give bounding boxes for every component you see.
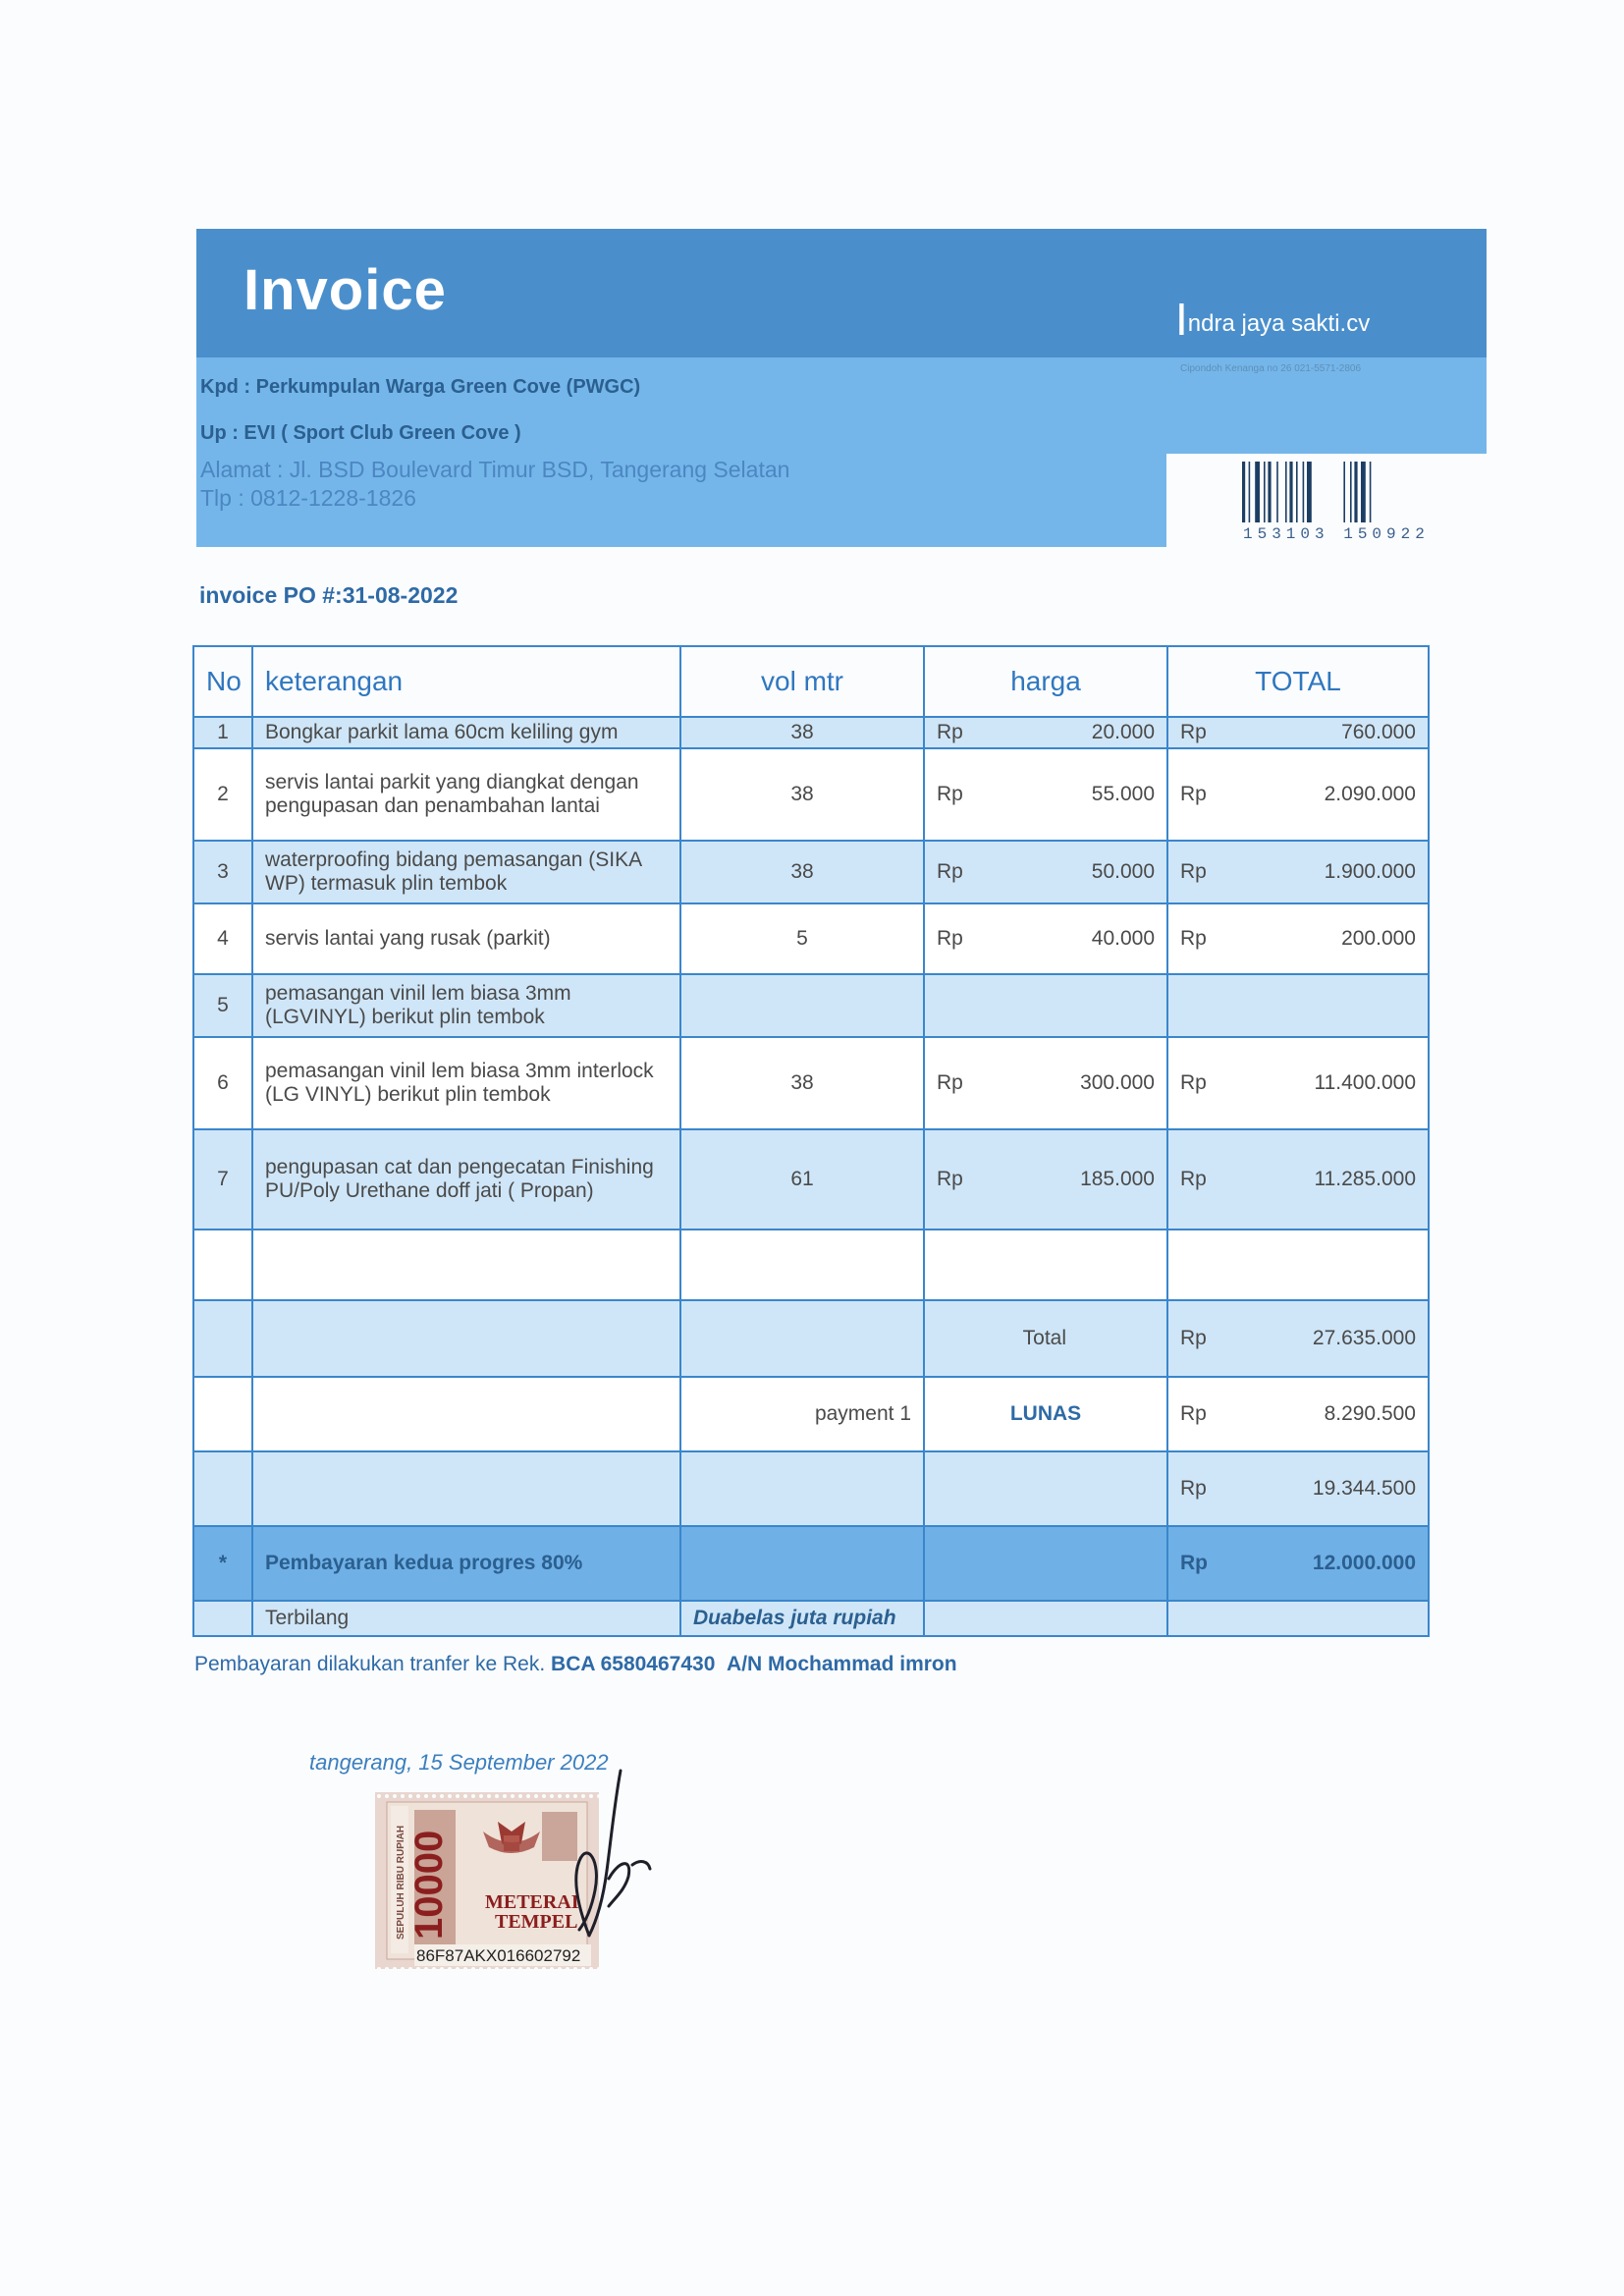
payment-row	[193, 1377, 1429, 1451]
currency-label: Rp	[937, 783, 963, 805]
header-description: keterangan	[252, 646, 680, 717]
currency-label: Rp	[1180, 860, 1207, 883]
total-value: 2.090.000	[1324, 783, 1416, 805]
invoice-title: Invoice	[244, 258, 447, 322]
payment-amount-value: 8.290.500	[1324, 1402, 1416, 1425]
in-words-row	[193, 1601, 1429, 1636]
header-no: No	[193, 646, 252, 717]
table-row	[193, 1037, 1429, 1129]
total-value: 11.285.000	[1314, 1168, 1416, 1190]
table-row	[193, 1129, 1429, 1230]
stamp-value: 10000	[407, 1830, 451, 1940]
invoice-table	[192, 645, 1428, 1637]
payment-status: LUNAS	[924, 1377, 1167, 1451]
currency-label: Rp	[1180, 1477, 1207, 1500]
barcode-bar	[1249, 462, 1251, 522]
currency-label: Rp	[937, 1071, 963, 1094]
barcode-bar	[1264, 462, 1266, 522]
row-total	[1167, 903, 1429, 974]
row-volume: 38	[680, 717, 924, 748]
payment-amount	[1167, 1377, 1429, 1451]
price-value: 20.000	[1091, 721, 1155, 743]
barcode-bar	[1242, 462, 1245, 522]
row-price	[924, 841, 1167, 903]
company-address-phone: Cipondoh Kenanga no 26 021-5571-2806	[1180, 363, 1362, 374]
barcode-bar	[1370, 462, 1372, 522]
row-total	[1167, 1037, 1429, 1129]
row-volume: 38	[680, 748, 924, 841]
company-name	[1175, 293, 1370, 346]
currency-label: Rp	[937, 927, 963, 950]
header-volume: vol mtr	[680, 646, 924, 717]
table-row	[193, 841, 1429, 903]
row-no: 6	[193, 1037, 252, 1129]
price-value: 40.000	[1091, 927, 1155, 950]
row-no: 2	[193, 748, 252, 841]
price-value: 55.000	[1091, 783, 1155, 805]
total-amount	[1167, 1300, 1429, 1377]
company-name-text: ndra jaya sakti.cv	[1187, 310, 1371, 337]
row-no: 7	[193, 1129, 252, 1230]
row-price	[924, 903, 1167, 974]
transfer-note	[194, 1653, 957, 1676]
price-value: 300.000	[1080, 1071, 1155, 1094]
row-total	[1167, 974, 1429, 1037]
row-description: servis lantai parkit yang diangkat dengan pengupasan dan penambahan lantai	[252, 748, 680, 841]
row-price	[924, 717, 1167, 748]
table-row	[193, 903, 1429, 974]
total-label: Total	[924, 1300, 1167, 1377]
row-total	[1167, 717, 1429, 748]
barcode-bar	[1343, 462, 1345, 522]
stamp-side-text: SEPULUH RIBU RUPIAH	[396, 1825, 406, 1940]
currency-label: Rp	[1180, 1327, 1207, 1349]
client-phone: Tlp : 0812-1228-1826	[200, 485, 416, 511]
stamp-serial: 86F87AKX016602792	[416, 1946, 581, 1965]
account-holder: A/N Mochammad imron	[727, 1653, 957, 1675]
total-value: 11.400.000	[1314, 1071, 1416, 1094]
row-description: pemasangan vinil lem biasa 3mm (LGVINYL) berikut plin tembok	[252, 974, 680, 1037]
row-description: servis lantai yang rusak (parkit)	[252, 903, 680, 974]
remaining-amount-value: 19.344.500	[1312, 1477, 1416, 1500]
recipient: Kpd : Perkumpulan Warga Green Cove (PWGC)	[200, 376, 641, 398]
currency-label: Rp	[1180, 1402, 1207, 1425]
attention: Up : EVI ( Sport Club Green Cove )	[200, 422, 521, 444]
barcode-bar	[1255, 462, 1260, 522]
signature	[550, 1763, 658, 1949]
table-row	[193, 974, 1429, 1037]
row-no: 5	[193, 974, 252, 1037]
currency-label: Rp	[1180, 721, 1207, 743]
barcode-bar	[1307, 462, 1312, 522]
barcode-icon	[1242, 462, 1411, 522]
row-no: 1	[193, 717, 252, 748]
currency-label: Rp	[1180, 783, 1207, 805]
remaining-row	[193, 1451, 1429, 1526]
payment-label: payment 1	[680, 1377, 924, 1451]
progress-label: Pembayaran kedua progres 80%	[252, 1526, 680, 1601]
transfer-text: Pembayaran dilakukan tranfer ke Rek.	[194, 1653, 546, 1675]
row-price	[924, 974, 1167, 1037]
row-total	[1167, 748, 1429, 841]
row-volume: 61	[680, 1129, 924, 1230]
row-description: waterproofing bidang pemasangan (SIKA WP) termasuk plin tembok	[252, 841, 680, 903]
barcode-bar	[1354, 462, 1357, 522]
row-volume	[680, 974, 924, 1037]
barcode-bar	[1276, 462, 1278, 522]
empty-row	[193, 1230, 1429, 1300]
total-value: 1.900.000	[1324, 860, 1416, 883]
po-number: invoice PO #:31-08-2022	[199, 582, 459, 608]
row-volume: 5	[680, 903, 924, 974]
barcode-bar	[1361, 462, 1366, 522]
table-row	[193, 748, 1429, 841]
currency-label: Rp	[1180, 1071, 1207, 1094]
table-row	[193, 717, 1429, 748]
remaining-amount	[1167, 1451, 1429, 1526]
barcode-bar	[1303, 462, 1305, 522]
row-volume: 38	[680, 841, 924, 903]
row-description: pemasangan vinil lem biasa 3mm interlock (LG VINYL) berikut plin tembok	[252, 1037, 680, 1129]
in-words-value: Duabelas juta rupiah	[680, 1601, 924, 1636]
row-total	[1167, 1129, 1429, 1230]
total-row	[193, 1300, 1429, 1377]
barcode-bar	[1350, 462, 1352, 522]
row-price	[924, 748, 1167, 841]
currency-label: Rp	[1180, 927, 1207, 950]
row-description: pengupasan cat dan pengecatan Finishing PU/Poly Urethane doff jati ( Propan)	[252, 1129, 680, 1230]
total-value: 200.000	[1341, 927, 1416, 950]
progress-marker: *	[193, 1526, 252, 1601]
barcode-bar	[1268, 462, 1271, 522]
header-total: TOTAL	[1167, 646, 1429, 717]
barcode-bar	[1285, 462, 1287, 522]
row-total	[1167, 841, 1429, 903]
total-value: 760.000	[1341, 721, 1416, 743]
bank-account: BCA 6580467430	[551, 1653, 716, 1675]
in-words-label: Terbilang	[252, 1601, 680, 1636]
barcode-number: 153103 150922	[1243, 525, 1430, 543]
header-price: harga	[924, 646, 1167, 717]
currency-label: Rp	[1180, 1552, 1208, 1574]
client-address: Alamat : Jl. BSD Boulevard Timur BSD, Tangerang Selatan	[200, 457, 790, 482]
currency-label: Rp	[937, 1168, 963, 1190]
row-price	[924, 1129, 1167, 1230]
currency-label: Rp	[937, 721, 963, 743]
currency-label: Rp	[1180, 1168, 1207, 1190]
currency-label: Rp	[937, 860, 963, 883]
row-no: 4	[193, 903, 252, 974]
barcode-bar	[1289, 462, 1292, 522]
stamp-label-line1: METERAI	[485, 1891, 579, 1913]
progress-payment-row	[193, 1526, 1429, 1601]
progress-amount	[1167, 1526, 1429, 1601]
price-value: 50.000	[1091, 860, 1155, 883]
row-price	[924, 1037, 1167, 1129]
price-value: 185.000	[1080, 1168, 1155, 1190]
row-description: Bongkar parkit lama 60cm keliling gym	[252, 717, 680, 748]
place-date: tangerang, 15 September 2022	[309, 1750, 609, 1775]
company-initial: I	[1175, 294, 1188, 345]
row-no: 3	[193, 841, 252, 903]
row-volume: 38	[680, 1037, 924, 1129]
progress-amount-value: 12.000.000	[1312, 1552, 1416, 1574]
barcode-bar	[1296, 462, 1298, 522]
total-amount-value: 27.635.000	[1312, 1327, 1416, 1349]
stamp-label-line2: TEMPEL	[495, 1911, 578, 1933]
